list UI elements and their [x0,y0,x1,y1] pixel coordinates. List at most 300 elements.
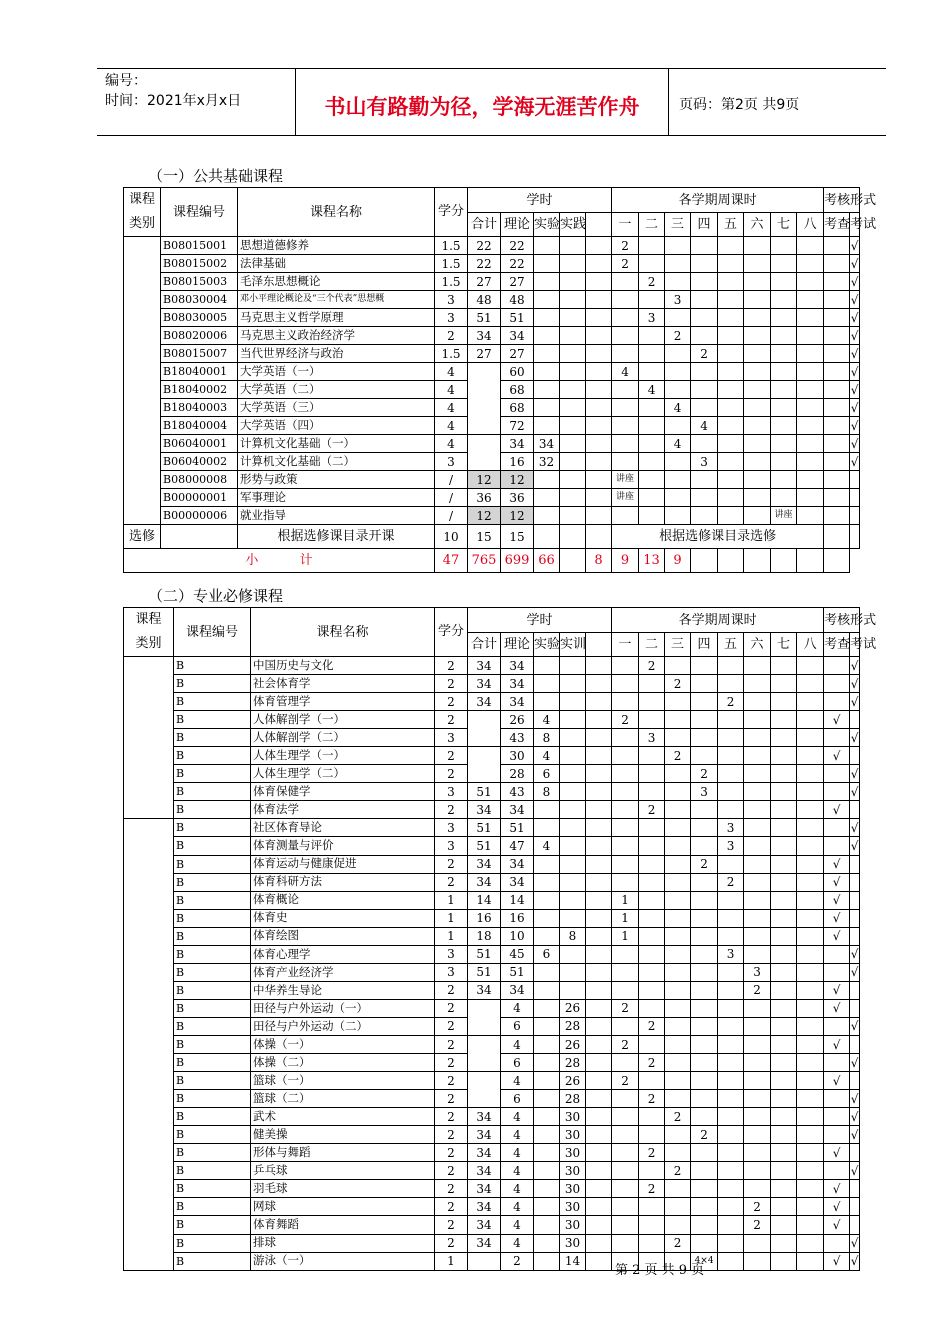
total-hours: 51 [468,783,501,801]
term-hours [639,363,665,381]
hours-4: 43 [501,783,534,801]
hours-6 [560,345,586,363]
term-hours: 3 [639,309,665,327]
course-name: 思想道德修养 [238,237,435,255]
course-code: B [174,747,251,765]
term-hours [691,1054,718,1072]
term-hours [744,345,771,363]
term-hours [639,1126,665,1144]
credit: / [435,471,468,489]
assess-exam: √ [850,1017,860,1035]
blank [771,549,797,573]
assess-exam: √ [850,1252,860,1270]
course-code: B [174,1216,251,1234]
term-hours [691,729,718,747]
term-hours [744,729,771,747]
hours-6 [560,765,586,783]
term-hours [691,1017,718,1035]
term-hours [665,453,691,471]
term-hours [612,273,639,291]
course-name: 大学英语（一） [238,363,435,381]
assess-exam [850,711,860,729]
hours-4: 30 [501,747,534,765]
term-hours [612,729,639,747]
table-row [124,819,860,837]
assess-exam: √ [850,837,860,855]
course-category [124,237,161,525]
assess-exam: √ [850,819,860,837]
hours-6: 14 [560,1252,586,1270]
hours-6: 28 [560,1017,586,1035]
term-hours [771,435,797,453]
hours-4: 34 [501,327,534,345]
term-hours [718,729,744,747]
blank-col [586,981,612,999]
assess-exam [850,1144,860,1162]
term-hours [691,1144,718,1162]
term-hours [612,291,639,309]
term-hours [771,1144,797,1162]
credit: 2 [435,1216,468,1234]
hours-4: 34 [501,855,534,873]
course-name: 中国历史与文化 [251,657,435,675]
hours-4: 6 [501,1090,534,1108]
assess-exam [850,1072,860,1090]
term-hours [718,675,744,693]
hours-5 [534,693,560,711]
term-hours [797,327,824,345]
total-hours: 18 [468,927,501,945]
term-hours [744,711,771,729]
hours-4: 4 [501,1108,534,1126]
blank-col [586,855,612,873]
assess-exam: √ [850,1126,860,1144]
hours-5 [534,1252,560,1270]
course-name: 计算机文化基础（二） [238,453,435,471]
credit: 2 [435,1035,468,1053]
hours-4: 48 [501,291,534,309]
credit: 3 [435,783,468,801]
total-hours: 48 [468,291,501,309]
term-hours [639,783,665,801]
assess-exam: √ [850,1054,860,1072]
term-hours [665,981,691,999]
blank-col [586,1198,612,1216]
hours-5 [534,981,560,999]
term-hours: 2 [639,657,665,675]
blank [824,549,850,573]
hours-5: 4 [534,837,560,855]
term-hours [639,489,665,507]
total-hours: 14 [468,891,501,909]
hours-4: 34 [501,435,534,453]
term-hours [718,381,744,399]
credit: 1.5 [435,237,468,255]
course-name: 篮球（一） [251,1072,435,1090]
blank [744,549,771,573]
assess-exam [850,891,860,909]
elective-total: 15 [468,525,501,549]
assess-check [824,237,850,255]
term-hours [797,435,824,453]
term-hours [744,1035,771,1053]
course-code: B18040002 [161,381,238,399]
blank-col [586,1054,612,1072]
total-hours: 34 [468,855,501,873]
head-check: 考查 [824,633,850,657]
credit: 2 [435,1126,468,1144]
table-row [124,237,860,255]
assess-exam: √ [850,783,860,801]
term-hours [771,1162,797,1180]
term-hours [797,1234,824,1252]
term-hours [665,489,691,507]
hours-5 [534,891,560,909]
course-name: 法律基础 [238,255,435,273]
table-row [124,747,860,765]
hours-6: 8 [560,927,586,945]
course-name: 武术 [251,1108,435,1126]
assess-exam [850,471,860,489]
term-hours [797,363,824,381]
term-hours [797,927,824,945]
table-row [124,837,860,855]
elective-theory: 15 [501,525,534,549]
term-hours [691,1198,718,1216]
merged-total [468,711,501,747]
course-name: 大学英语（四） [238,417,435,435]
assess-check [824,309,850,327]
term-hours: 2 [612,1035,639,1053]
term-hours [639,837,665,855]
term-hours [797,1072,824,1090]
doc-number-label: 编号： [105,73,147,89]
hours-4: 6 [501,1017,534,1035]
term-hours [744,1090,771,1108]
hours-4: 36 [501,489,534,507]
term-hours [771,1072,797,1090]
merged-total [468,363,501,435]
assess-check [824,657,850,675]
assess-check: √ [824,873,850,891]
hours-5 [534,489,560,507]
term-hours [639,693,665,711]
term-hours [665,363,691,381]
merged-total [468,1035,501,1071]
assess-check [824,1017,850,1035]
hours-6 [560,675,586,693]
term-hours: 3 [744,963,771,981]
course-name: 体育保健学 [251,783,435,801]
credit: 3 [435,309,468,327]
term-hours [771,945,797,963]
table-row [124,1162,860,1180]
assess-exam [850,999,860,1017]
term-hours [718,399,744,417]
blank-col [586,873,612,891]
term-hours [665,1144,691,1162]
credit: 1 [435,909,468,927]
term-hours [744,873,771,891]
term-hours: 2 [744,1198,771,1216]
assess-check: √ [824,801,850,819]
term-hours [691,801,718,819]
course-name: 人体生理学（一） [251,747,435,765]
term-hours [612,1144,639,1162]
term-hours [797,783,824,801]
term-hours [665,1216,691,1234]
head2-code: 课程编号 [174,608,251,657]
term-hours [691,1216,718,1234]
term-hours [771,273,797,291]
term-hours [771,471,797,489]
course-code: B [174,783,251,801]
blank-col [586,909,612,927]
hours-4: 34 [501,693,534,711]
blank-col [586,1144,612,1162]
term-hours [639,945,665,963]
blank-col [586,363,612,381]
term-hours [797,855,824,873]
blank [797,549,824,573]
assess-exam: √ [850,675,860,693]
course-name: 体育产业经济学 [251,963,435,981]
term-hours [771,1108,797,1126]
head-term: 一 [612,633,639,657]
hours-6 [560,873,586,891]
term-hours: 讲座 [771,507,797,525]
table-row [124,711,860,729]
assess-check [824,507,850,525]
course-code: B [174,801,251,819]
hours-5 [534,999,560,1017]
term-hours [771,765,797,783]
credit: 2 [435,1017,468,1035]
assess-exam [850,855,860,873]
table-row [124,489,860,507]
blank-col [586,819,612,837]
term-hours [665,945,691,963]
assess-exam: √ [850,693,860,711]
table-row [124,675,860,693]
table-row [124,255,860,273]
term-hours [665,819,691,837]
hours-6 [560,801,586,819]
term-hours [691,909,718,927]
assess-check [824,945,850,963]
hours-6 [560,237,586,255]
hours-6 [560,963,586,981]
head-term: 八 [797,213,824,237]
blank-col [586,999,612,1017]
term-hours [639,981,665,999]
term-hours: 讲座 [612,471,639,489]
assess-check [824,273,850,291]
term-hours [797,237,824,255]
assess-check: √ [824,1144,850,1162]
credit: 2 [435,1108,468,1126]
term-hours: 2 [639,1054,665,1072]
head2-name: 课程名称 [251,608,435,657]
term-hours [744,675,771,693]
hours-6 [560,363,586,381]
hours-5 [534,255,560,273]
term-hours [612,399,639,417]
table-row [124,327,860,345]
term-hours [691,945,718,963]
term-hours [744,327,771,345]
total-hours: 34 [468,657,501,675]
hours-5 [534,1180,560,1198]
blank-col [586,1252,612,1270]
term-hours [691,1035,718,1053]
hours-5 [534,1234,560,1252]
term-hours [665,1017,691,1035]
course-name: 游泳（一） [251,1252,435,1270]
table-row [124,507,860,525]
course-code: B [174,819,251,837]
hours-5 [534,1108,560,1126]
head-hours: 学时 [468,188,612,213]
hours-6 [560,693,586,711]
course-category [124,657,174,819]
credit: 3 [435,453,468,471]
term-hours [744,999,771,1017]
assess-exam: √ [850,328,859,343]
credit: 1.5 [435,345,468,363]
hours-5 [534,801,560,819]
subtotal-row [124,549,860,573]
term-hours [612,435,639,453]
term-hours [691,1234,718,1252]
term-hours [639,873,665,891]
term-hours [744,1252,771,1270]
table-row [124,309,860,327]
total-hours: 34 [468,1198,501,1216]
blank-col [586,783,612,801]
term-hours [691,747,718,765]
term-hours [744,291,771,309]
course-code: B [174,711,251,729]
assess-check: √ [824,855,850,873]
blank-col [586,891,612,909]
assess-check [824,471,850,489]
term-hours [691,291,718,309]
term-hours [691,693,718,711]
term-hours [797,675,824,693]
term-hours: 讲座 [612,489,639,507]
course-code: B08030004 [161,291,238,309]
total-hours: 12 [468,507,501,525]
term-hours [639,909,665,927]
term-hours: 2 [744,1216,771,1234]
assess-check [824,435,850,453]
head-term: 七 [771,213,797,237]
term-hours [612,945,639,963]
assess-exam: √ [850,436,859,451]
term-hours [744,1126,771,1144]
hours-6: 28 [560,1054,586,1072]
total-hours: 34 [468,801,501,819]
term-hours [665,999,691,1017]
term-hours [639,471,665,489]
term-hours [797,417,824,435]
term-hours [797,1054,824,1072]
assess-exam: √ [850,238,859,253]
assess-exam: √ [850,765,860,783]
term-hours [797,1144,824,1162]
table-row [124,963,860,981]
term-hours [691,999,718,1017]
term-hours [744,1180,771,1198]
merged-total [468,747,501,783]
blank-col [586,837,612,855]
term-hours [639,327,665,345]
blank [161,525,238,549]
course-name: 体育运动与健康促进 [251,855,435,873]
course-code: B [174,981,251,999]
credit: 3 [435,291,468,309]
credit: 1.5 [435,273,468,291]
term-hours [665,1054,691,1072]
term-hours [612,981,639,999]
term-hours [771,417,797,435]
hours-5 [534,1090,560,1108]
assess-check: √ [824,927,850,945]
head-term: 五 [718,213,744,237]
term-hours [771,855,797,873]
elective-name: 根据选修课目录开课 [238,525,435,549]
term-hours [744,1108,771,1126]
term-hours [744,381,771,399]
term-hours [691,819,718,837]
hours-4: 16 [501,909,534,927]
subtotal-value: 13 [639,549,665,573]
term-hours [612,1180,639,1198]
assess-exam [850,909,860,927]
total-hours: 51 [468,819,501,837]
blank-col [586,1162,612,1180]
table-row [124,435,860,453]
head2-credit: 学分 [435,608,468,657]
course-code: B [174,729,251,747]
term-hours [797,1252,824,1270]
term-hours [797,255,824,273]
term-hours [771,453,797,471]
assess-check [824,399,850,417]
term-hours [744,363,771,381]
course-code: B [174,1017,251,1035]
term-hours [612,1108,639,1126]
hours-5 [534,1072,560,1090]
course-code: B [174,927,251,945]
credit: 4 [435,435,468,453]
term-hours [612,837,639,855]
head-term: 二 [639,633,665,657]
total-hours: 34 [468,1162,501,1180]
credit: 2 [435,693,468,711]
term-hours: 3 [691,783,718,801]
total-hours [468,1252,501,1270]
total-hours: 34 [468,675,501,693]
term-hours [718,657,744,675]
term-hours [744,489,771,507]
merged-total [468,1072,501,1108]
term-hours [665,657,691,675]
term-hours [771,837,797,855]
term-hours [665,729,691,747]
hours-5 [534,1216,560,1234]
